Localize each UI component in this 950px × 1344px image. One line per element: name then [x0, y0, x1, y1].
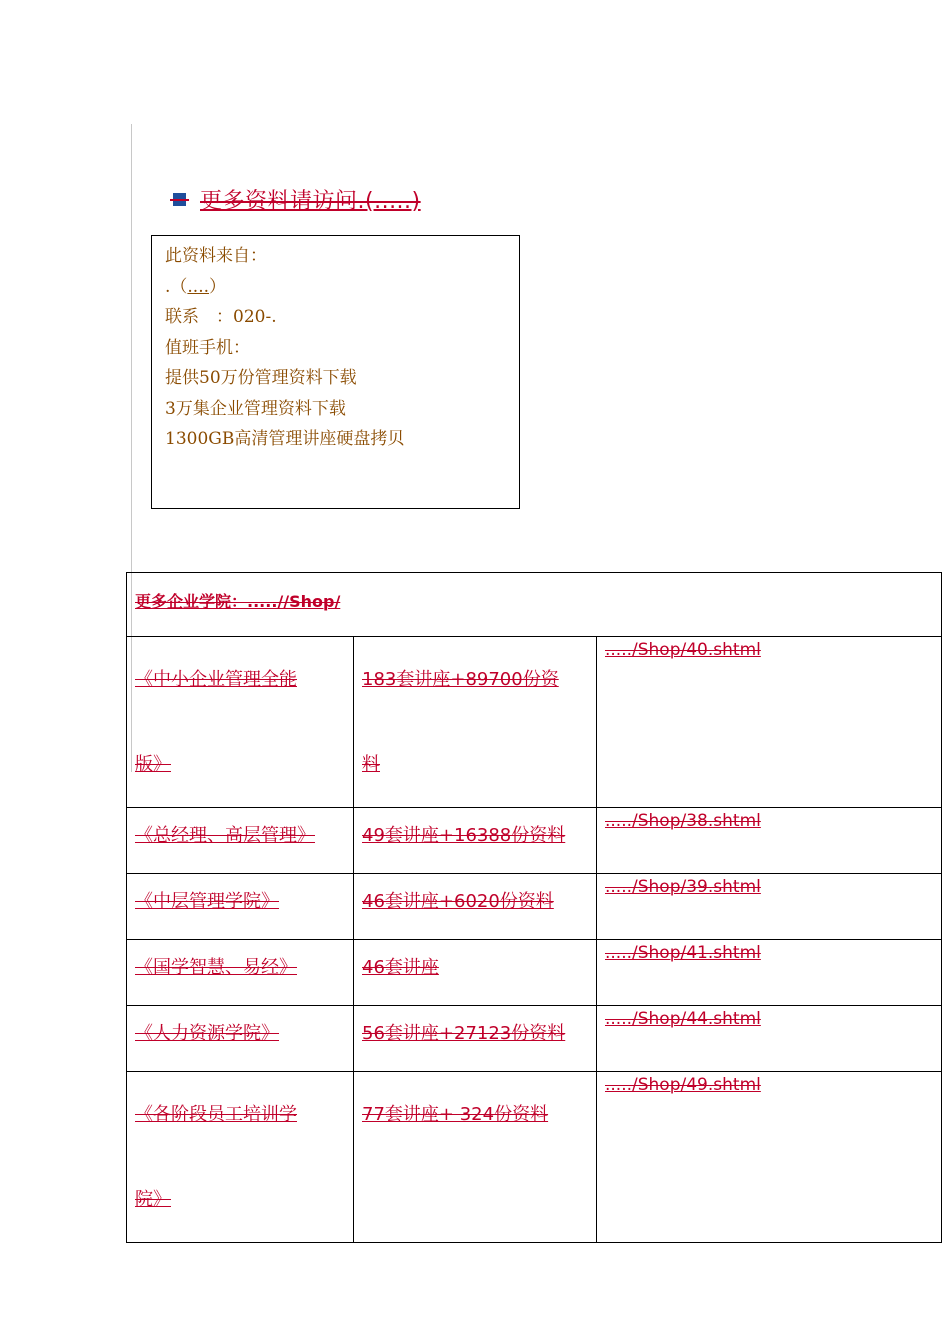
- course-name-link[interactable]: 《中小企业管理全能 版》: [127, 637, 354, 808]
- more-info-link[interactable]: 更多资料请访问.(.....): [200, 189, 421, 214]
- shop-table: [126, 572, 942, 1243]
- square-bullet-icon: [173, 193, 186, 206]
- course-name-link[interactable]: 《人力资源学院》: [127, 1006, 354, 1072]
- course-url-link[interactable]: ...../Shop/40.shtml: [597, 637, 942, 808]
- course-count-link[interactable]: 77套讲座+ 324份资料: [354, 1072, 597, 1243]
- course-name-link[interactable]: 《国学智慧、易经》: [127, 940, 354, 1006]
- course-count-link[interactable]: 49套讲座+16388份资料: [354, 808, 597, 874]
- course-name-link[interactable]: 《中层管理学院》: [127, 874, 354, 940]
- course-count-link[interactable]: 46套讲座+6020份资料: [354, 874, 597, 940]
- table-row: [127, 1006, 942, 1072]
- source-url-line: .（....）: [165, 276, 227, 297]
- course-url-link[interactable]: ...../Shop/44.shtml: [597, 1006, 942, 1072]
- course-url-link[interactable]: ...../Shop/38.shtml: [597, 808, 942, 874]
- course-url-link[interactable]: ...../Shop/49.shtml: [597, 1072, 942, 1243]
- table-row: [127, 874, 942, 940]
- mobile-line: 值班手机：: [165, 337, 250, 358]
- offer-line-2: 3万集企业管理资料下载: [165, 398, 346, 419]
- source-url-link[interactable]: ....: [187, 276, 210, 297]
- course-count-link[interactable]: 46套讲座: [354, 940, 597, 1006]
- more-info-heading[interactable]: [173, 184, 421, 215]
- offer-line-3: 1300GB高清管理讲座硬盘拷贝: [165, 429, 405, 449]
- source-info-box: [151, 235, 520, 509]
- source-label: 此资料来自：: [165, 246, 267, 266]
- course-count-link[interactable]: 183套讲座+89700份资 料: [354, 637, 597, 808]
- contact-line: 联系 ：020-.: [165, 307, 277, 327]
- course-name-link[interactable]: 《总经理、高层管理》: [127, 808, 354, 874]
- course-url-link[interactable]: ...../Shop/41.shtml: [597, 940, 942, 1006]
- course-name-link[interactable]: 《各阶段员工培训学 院》: [127, 1072, 354, 1243]
- table-row: [127, 940, 942, 1006]
- course-count-link[interactable]: 56套讲座+27123份资料: [354, 1006, 597, 1072]
- table-row: [127, 1072, 942, 1243]
- offer-line-1: 提供50万份管理资料下载: [165, 368, 357, 388]
- table-row: [127, 637, 942, 808]
- table-row: [127, 808, 942, 874]
- course-url-link[interactable]: ...../Shop/39.shtml: [597, 874, 942, 940]
- table-header-link[interactable]: 更多企业学院：.....//Shop/: [127, 573, 942, 637]
